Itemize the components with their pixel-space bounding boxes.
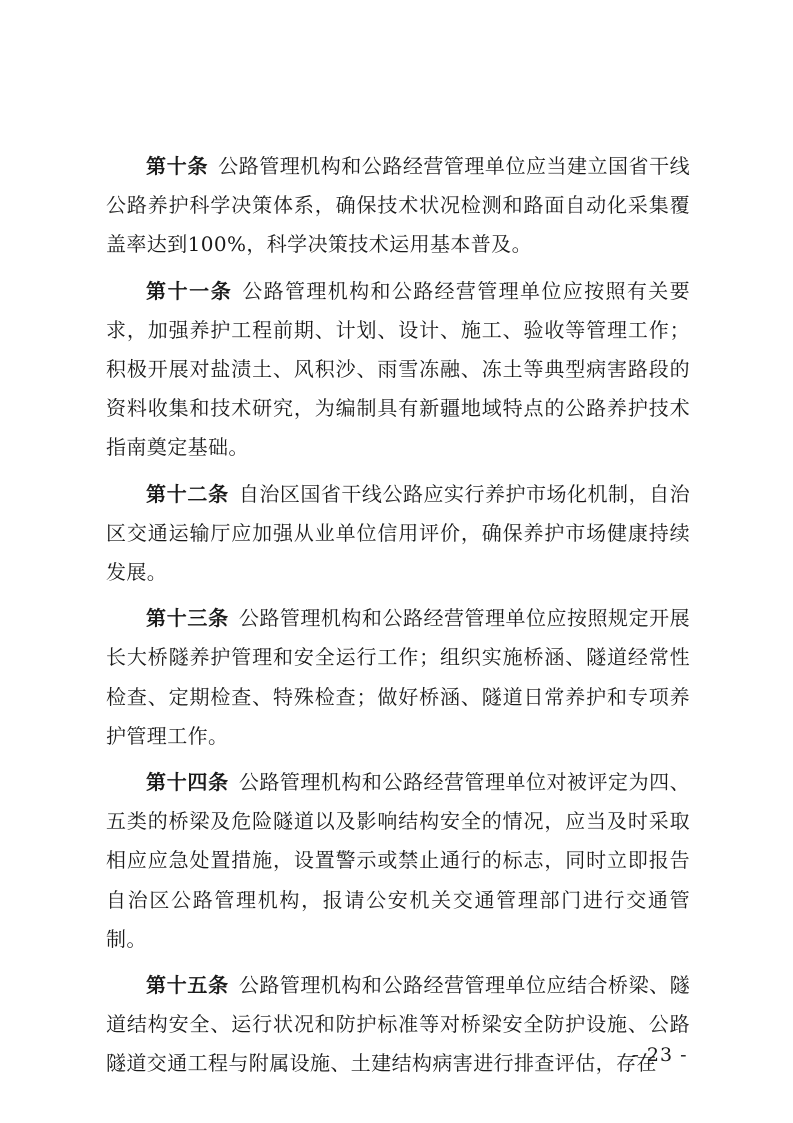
article-text: 自治区国省干线公路应实行养护市场化机制，自治区交通运输厅应加强从业单位信用评价，确保养护市场健康持续发展。 bbox=[106, 481, 690, 585]
article-12 bbox=[106, 475, 690, 593]
article-title: 第十四条 bbox=[146, 770, 229, 795]
document-body bbox=[106, 147, 690, 1091]
article-11 bbox=[106, 272, 690, 468]
article-title: 第十二条 bbox=[146, 481, 229, 506]
article-text: 公路管理机构和公路经营管理单位应按照有关要求，加强养护工程前期、计划、设计、施工、验收等管理工作；积极开展对盐渍土、风积沙、雨雪冻融、冻土等典型病害路段的资料收集和技术研究，为编制具有新疆地域特点的公路养护技术指南奠定基础。 bbox=[106, 278, 690, 460]
article-title: 第十条 bbox=[146, 154, 209, 178]
article-15 bbox=[106, 966, 690, 1084]
article-text: 公路管理机构和公路经营管理单位应按照规定开展长大桥隧养护管理和安全运行工作；组织实施桥涵、隧道经常性检查、定期检查、特殊检查；做好桥涵、隧道日常养护和专项养护管理工作。 bbox=[106, 606, 690, 748]
article-title: 第十一条 bbox=[146, 278, 233, 303]
article-14 bbox=[106, 763, 690, 959]
article-text: 公路管理机构和公路经营管理单位应结合桥梁、隧道结构安全、运行状况和防护标准等对桥梁安全防护设施、公路隧道交通工程与附属设施、土建结构病害进行排查评估，存在 bbox=[106, 973, 690, 1076]
article-title: 第十五条 bbox=[146, 973, 229, 998]
article-text: 公路管理机构和公路经营管理单位对被评定为四、五类的桥梁及危险隧道以及影响结构安全的情况，应当及时采取相应应急处置措施，设置警示或禁止通行的标志，同时立即报告自治区公路管理机构，报请公安机关交通管理部门进行交通管制。 bbox=[106, 770, 690, 951]
article-13 bbox=[106, 599, 690, 756]
article-10 bbox=[106, 147, 690, 265]
article-title: 第十三条 bbox=[146, 606, 229, 631]
article-text: 公路管理机构和公路经营管理单位应当建立国省干线公路养护科学决策体系，确保技术状况检测和路面自动化采集覆盖率达到100%，科学决策技术运用基本普及。 bbox=[106, 154, 690, 257]
page-number: - 23 - bbox=[632, 1044, 688, 1066]
